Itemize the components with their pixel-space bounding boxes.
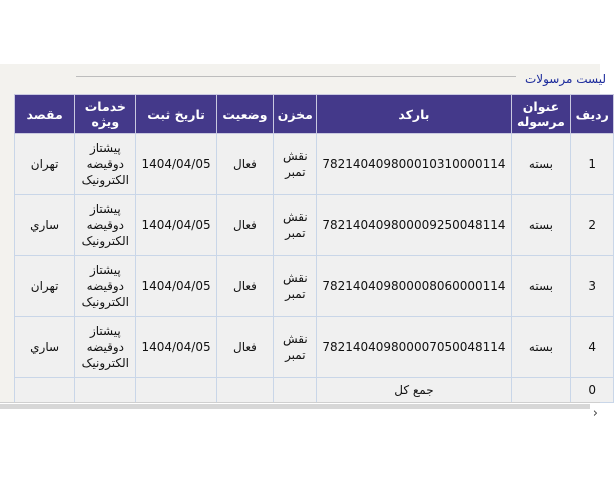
cell-service: پیشتاز دوقیضه الکترونیک	[75, 317, 136, 378]
table-row[interactable]	[15, 317, 614, 378]
cell-date: 1404/04/05	[136, 134, 216, 195]
total-count: 0	[571, 378, 614, 403]
total-empty-destination	[15, 378, 75, 403]
cell-row: 2	[571, 195, 614, 256]
col-header-barcode[interactable]: بارکد	[317, 95, 511, 134]
cell-storage: نقش تمبر	[274, 317, 317, 378]
scrollbar-track[interactable]	[0, 404, 590, 409]
total-empty-date	[136, 378, 216, 403]
cell-date: 1404/04/05	[136, 256, 216, 317]
total-empty-service	[75, 378, 136, 403]
total-empty-status	[216, 378, 274, 403]
cell-storage: نقش تمبر	[274, 195, 317, 256]
col-header-storage[interactable]: مخزن	[274, 95, 317, 134]
cell-barcode: 782140409800009250048114	[317, 195, 511, 256]
cell-service: پیشتاز دوقیضه الکترونیک	[75, 256, 136, 317]
cell-service: پیشتاز دوقیضه الکترونیک	[75, 134, 136, 195]
col-header-status[interactable]: وضعیت	[216, 95, 274, 134]
cell-barcode: 782140409800008060000114	[317, 256, 511, 317]
top-area	[0, 0, 600, 62]
cell-type: بسته	[511, 134, 571, 195]
cell-type: بسته	[511, 256, 571, 317]
cell-status: فعال	[216, 134, 274, 195]
table-row[interactable]	[15, 256, 614, 317]
cell-date: 1404/04/05	[136, 317, 216, 378]
cell-destination: تهران	[15, 134, 75, 195]
cell-row: 3	[571, 256, 614, 317]
cell-barcode: 782140409800007050048114	[317, 317, 511, 378]
cell-status: فعال	[216, 195, 274, 256]
cell-storage: نقش تمبر	[274, 256, 317, 317]
cell-barcode: 782140409800010310000114	[317, 134, 511, 195]
col-header-destination[interactable]: مقصد	[15, 95, 75, 134]
consignment-table	[14, 94, 614, 403]
cell-status: فعال	[216, 256, 274, 317]
panel-title: لیست مرسولات	[524, 72, 606, 86]
cell-status: فعال	[216, 317, 274, 378]
total-row	[15, 378, 614, 403]
cell-service: پیشتاز دوقیضه الکترونیک	[75, 195, 136, 256]
cell-row: 4	[571, 317, 614, 378]
cell-destination: تهران	[15, 256, 75, 317]
cell-type: بسته	[511, 195, 571, 256]
total-empty-type	[511, 378, 571, 403]
consignment-panel	[0, 64, 609, 408]
chevron-right-icon[interactable]: ›	[592, 406, 598, 421]
col-header-type[interactable]: عنوان مرسوله	[511, 95, 571, 134]
cell-date: 1404/04/05	[136, 195, 216, 256]
cell-destination: ساري	[15, 317, 75, 378]
cell-storage: نقش تمبر	[274, 134, 317, 195]
col-header-date[interactable]: تاریخ ثبت	[136, 95, 216, 134]
table-row[interactable]	[15, 195, 614, 256]
cell-row: 1	[571, 134, 614, 195]
table-row[interactable]	[15, 134, 614, 195]
col-header-service[interactable]: خدمات ویژه	[75, 95, 136, 134]
total-label: جمع کل	[317, 378, 511, 403]
panel-title-row	[524, 68, 606, 90]
title-divider	[76, 76, 516, 77]
header-row	[15, 95, 614, 134]
cell-type: بسته	[511, 317, 571, 378]
total-empty-storage	[274, 378, 317, 403]
col-header-row[interactable]: ردیف	[571, 95, 614, 134]
cell-destination: ساري	[15, 195, 75, 256]
